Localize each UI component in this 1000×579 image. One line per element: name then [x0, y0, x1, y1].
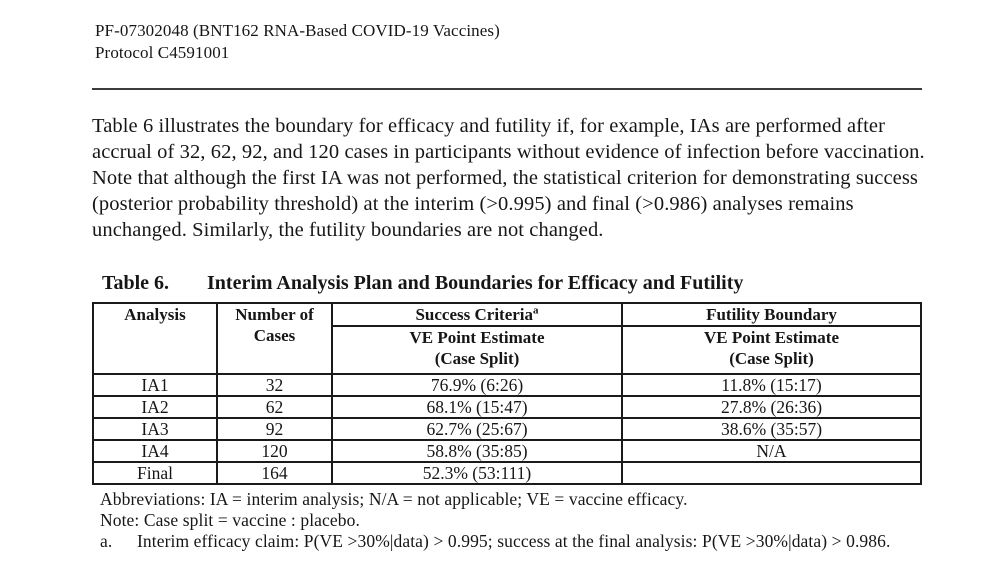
header-cases-label: Number of Cases — [235, 305, 314, 345]
cell-success: 76.9% (6:26) — [332, 374, 622, 396]
footnote-note: Note: Case split = vaccine : placebo. — [100, 510, 360, 530]
intro-paragraph: Table 6 illustrates the boundary for efficacy and futility if, for example, IAs are performed after accrual of 32, 62, 92, and 120 cases in participants without evidence of infection before vaccination. Note that although the first IA was not performed, the statistical criterion for demonstrating success (posterior probability threshold) at the interim (>0.995) and final (>0.986) analyses remains unchanged. Similarly, the futility boundaries are not changed. — [92, 115, 925, 241]
table-caption-label: Table 6. — [102, 272, 170, 294]
cell-analysis: IA2 — [93, 396, 217, 418]
cell-analysis: IA1 — [93, 374, 217, 396]
footnote-a — [100, 531, 922, 552]
cell-success: 58.8% (35:85) — [332, 440, 622, 462]
header-cell-number-of-cases — [217, 303, 332, 374]
table-footnotes — [100, 489, 922, 552]
success-subheader-line2: (Case Split) — [434, 349, 520, 368]
cell-analysis: IA4 — [93, 440, 217, 462]
success-criteria-footnote-superscript: a — [533, 304, 539, 317]
cell-futility: 38.6% (35:57) — [622, 418, 921, 440]
table-header-row-top — [93, 303, 921, 326]
cell-futility — [622, 462, 921, 484]
table-row — [93, 440, 921, 462]
footnote-a-text: Interim efficacy claim: P(VE >30%|data) > 0.995; success at the final analysis: P(VE >30%|data) > 0.986. — [137, 531, 891, 551]
header-divider — [92, 88, 922, 90]
cell-cases: 120 — [217, 440, 332, 462]
interim-analysis-table — [92, 302, 922, 485]
header-cell-success-criteria — [332, 303, 622, 326]
success-subheader-line1: VE Point Estimate — [409, 328, 545, 347]
table-row — [93, 462, 921, 484]
table-row — [93, 396, 921, 418]
futility-subheader-line1: VE Point Estimate — [703, 328, 840, 347]
cell-cases: 164 — [217, 462, 332, 484]
cell-success: 52.3% (53:111) — [332, 462, 622, 484]
table-row — [93, 374, 921, 396]
cell-cases: 62 — [217, 396, 332, 418]
cell-success: 68.1% (15:47) — [332, 396, 622, 418]
table-caption-title: Interim Analysis Plan and Boundaries for Efficacy and Futility — [207, 272, 744, 294]
header-cell-success-subheader — [332, 326, 622, 374]
cell-cases: 92 — [217, 418, 332, 440]
document-header — [95, 20, 922, 64]
header-futility-label: Futility Boundary — [706, 305, 837, 324]
header-cell-analysis — [93, 303, 217, 374]
header-protocol-line: Protocol C4591001 — [95, 43, 230, 62]
cell-futility: 27.8% (26:36) — [622, 396, 921, 418]
table-row — [93, 418, 921, 440]
cell-analysis: IA3 — [93, 418, 217, 440]
table-caption — [102, 270, 922, 296]
header-success-label: Success Criteria — [415, 305, 534, 324]
header-analysis-label: Analysis — [124, 305, 186, 324]
header-compound-line: PF-07302048 (BNT162 RNA-Based COVID-19 Vaccines) — [95, 21, 500, 40]
futility-subheader-line2: (Case Split) — [729, 349, 814, 368]
footnote-a-marker: a. — [100, 531, 113, 551]
header-cell-futility-subheader — [622, 326, 921, 374]
footnote-abbreviations: Abbreviations: IA = interim analysis; N/A = not applicable; VE = vaccine efficacy. — [100, 489, 688, 509]
cell-success: 62.7% (25:67) — [332, 418, 622, 440]
cell-cases: 32 — [217, 374, 332, 396]
header-cell-futility-boundary — [622, 303, 921, 326]
cell-futility: 11.8% (15:17) — [622, 374, 921, 396]
cell-analysis: Final — [93, 462, 217, 484]
cell-futility: N/A — [622, 440, 921, 462]
